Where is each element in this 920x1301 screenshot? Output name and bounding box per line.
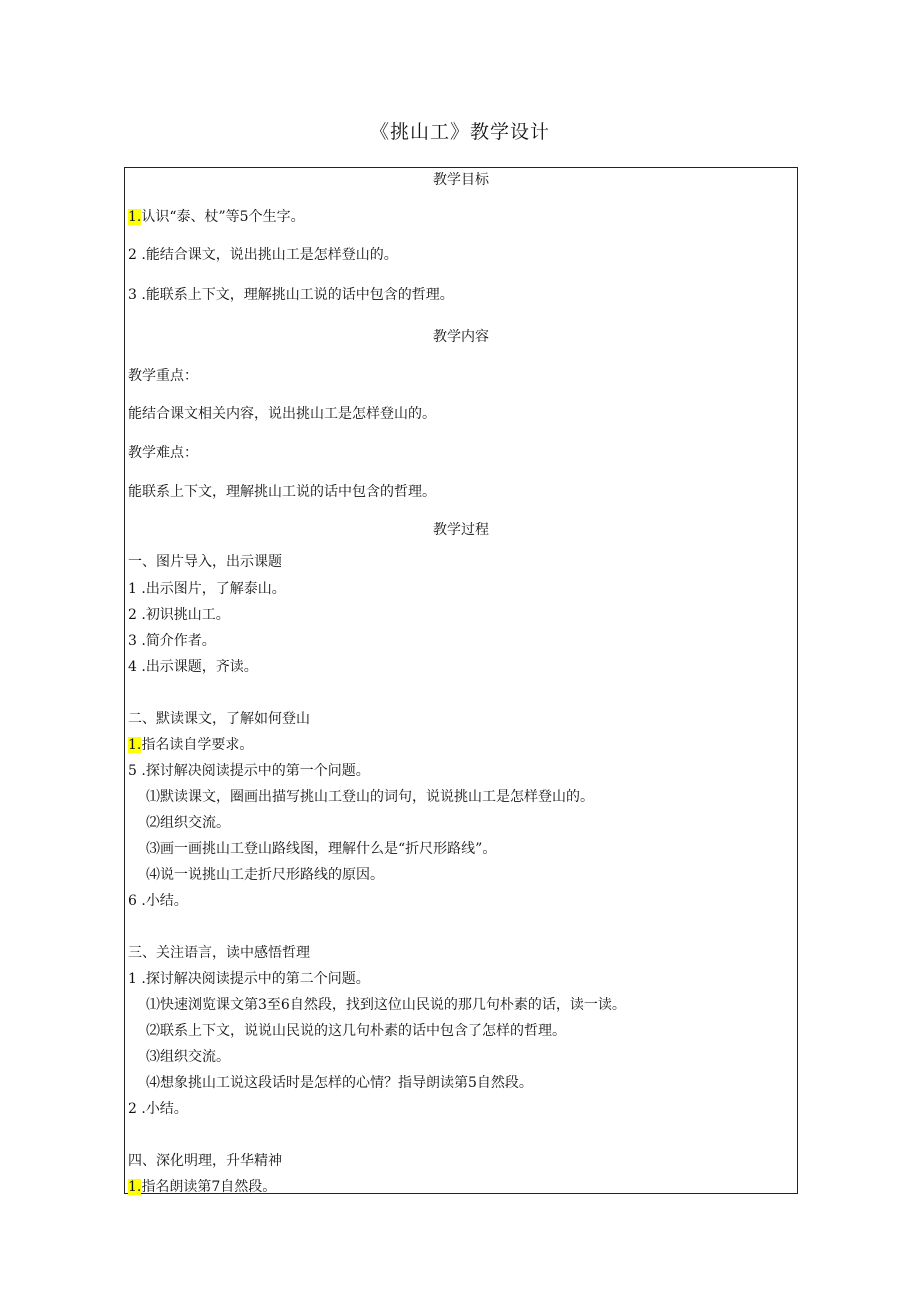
key-point-label: 教学重点：	[128, 368, 198, 384]
item-number: 6 .	[128, 893, 146, 909]
list-item	[128, 631, 216, 651]
sub-item: ⑷说一说挑山工走折尺形路线的原因。	[146, 867, 384, 883]
goal-number: 3 .	[128, 287, 146, 303]
item-text: 简介作者。	[145, 633, 216, 649]
goal-text: 认识“泰、杖”等5个生字。	[141, 209, 305, 225]
item-number: 1 .	[128, 581, 146, 597]
item-number: 1 .	[128, 971, 146, 987]
list-item	[128, 657, 258, 677]
process-heading: 教学过程	[433, 522, 489, 538]
highlighted-number: 1.	[128, 737, 142, 753]
item-text: 出示课题，齐读。	[145, 659, 258, 675]
content-heading: 教学内容	[433, 329, 489, 345]
key-point-text: 能结合课文相关内容，说出挑山工是怎样登山的。	[128, 406, 436, 422]
goal-text: 能联系上下文，理解挑山工说的话中包含的哲理。	[145, 287, 454, 303]
item-text: 指名朗读第7自然段。	[141, 1179, 277, 1195]
difficulty-label: 教学难点：	[128, 445, 198, 461]
item-text: 出示图片，了解泰山。	[145, 581, 286, 597]
difficulty-text: 能联系上下文，理解挑山工说的话中包含的哲理。	[128, 484, 436, 500]
item-number: 5 .	[128, 763, 146, 779]
item-text: 小结。	[145, 1101, 188, 1117]
goals-heading: 教学目标	[433, 172, 489, 188]
item-text: 探讨解决阅读提示中的第一个问题。	[145, 763, 370, 779]
sub-item: ⑶画一画挑山工登山路线图，理解什么是“折尺形路线”。	[146, 841, 497, 857]
item-text: 小结。	[145, 893, 188, 909]
item-number: 3 .	[128, 633, 146, 649]
item-number: 2 .	[128, 1101, 146, 1117]
goal-item	[128, 285, 454, 305]
list-item	[128, 1099, 188, 1119]
sub-item: ⑴快速浏览课文第3至6自然段，找到这位山民说的那几句朴素的话，读一读。	[146, 997, 626, 1013]
item-text: 初识挑山工。	[145, 607, 230, 623]
section-title: 四、深化明理，升华精神	[128, 1153, 282, 1169]
sub-item: ⑵组织交流。	[146, 815, 230, 831]
highlighted-number: 1.	[128, 1179, 142, 1195]
list-item	[128, 1177, 276, 1197]
item-number: 2 .	[128, 607, 146, 623]
document-title: 《挑山工》教学设计	[369, 121, 550, 143]
goal-item	[128, 245, 398, 265]
list-item	[128, 891, 188, 911]
list-item	[128, 969, 370, 989]
list-item	[128, 761, 370, 781]
item-number: 4 .	[128, 659, 146, 675]
goal-number: 2 .	[128, 247, 146, 263]
highlighted-number: 1.	[128, 209, 142, 225]
goal-text: 能结合课文，说出挑山工是怎样登山的。	[145, 247, 398, 263]
section-title: 一、图片导入，出示课题	[128, 554, 282, 570]
sub-item: ⑶组织交流。	[146, 1049, 230, 1065]
item-text: 探讨解决阅读提示中的第二个问题。	[145, 971, 370, 987]
section-title: 二、默读课文，了解如何登山	[128, 711, 310, 727]
goal-item	[128, 207, 305, 227]
sub-item: ⑷想象挑山工说这段话时是怎样的心情？指导朗读第5自然段。	[146, 1075, 533, 1091]
sub-item: ⑴默读课文，圈画出描写挑山工登山的词句，说说挑山工是怎样登山的。	[146, 789, 594, 805]
item-text: 指名读自学要求。	[141, 737, 254, 753]
section-title: 三、关注语言，读中感悟哲理	[128, 945, 310, 961]
list-item	[128, 579, 286, 599]
list-item	[128, 605, 230, 625]
sub-item: ⑵联系上下文，说说山民说的这几句朴素的话中包含了怎样的哲理。	[146, 1023, 566, 1039]
list-item	[128, 735, 253, 755]
